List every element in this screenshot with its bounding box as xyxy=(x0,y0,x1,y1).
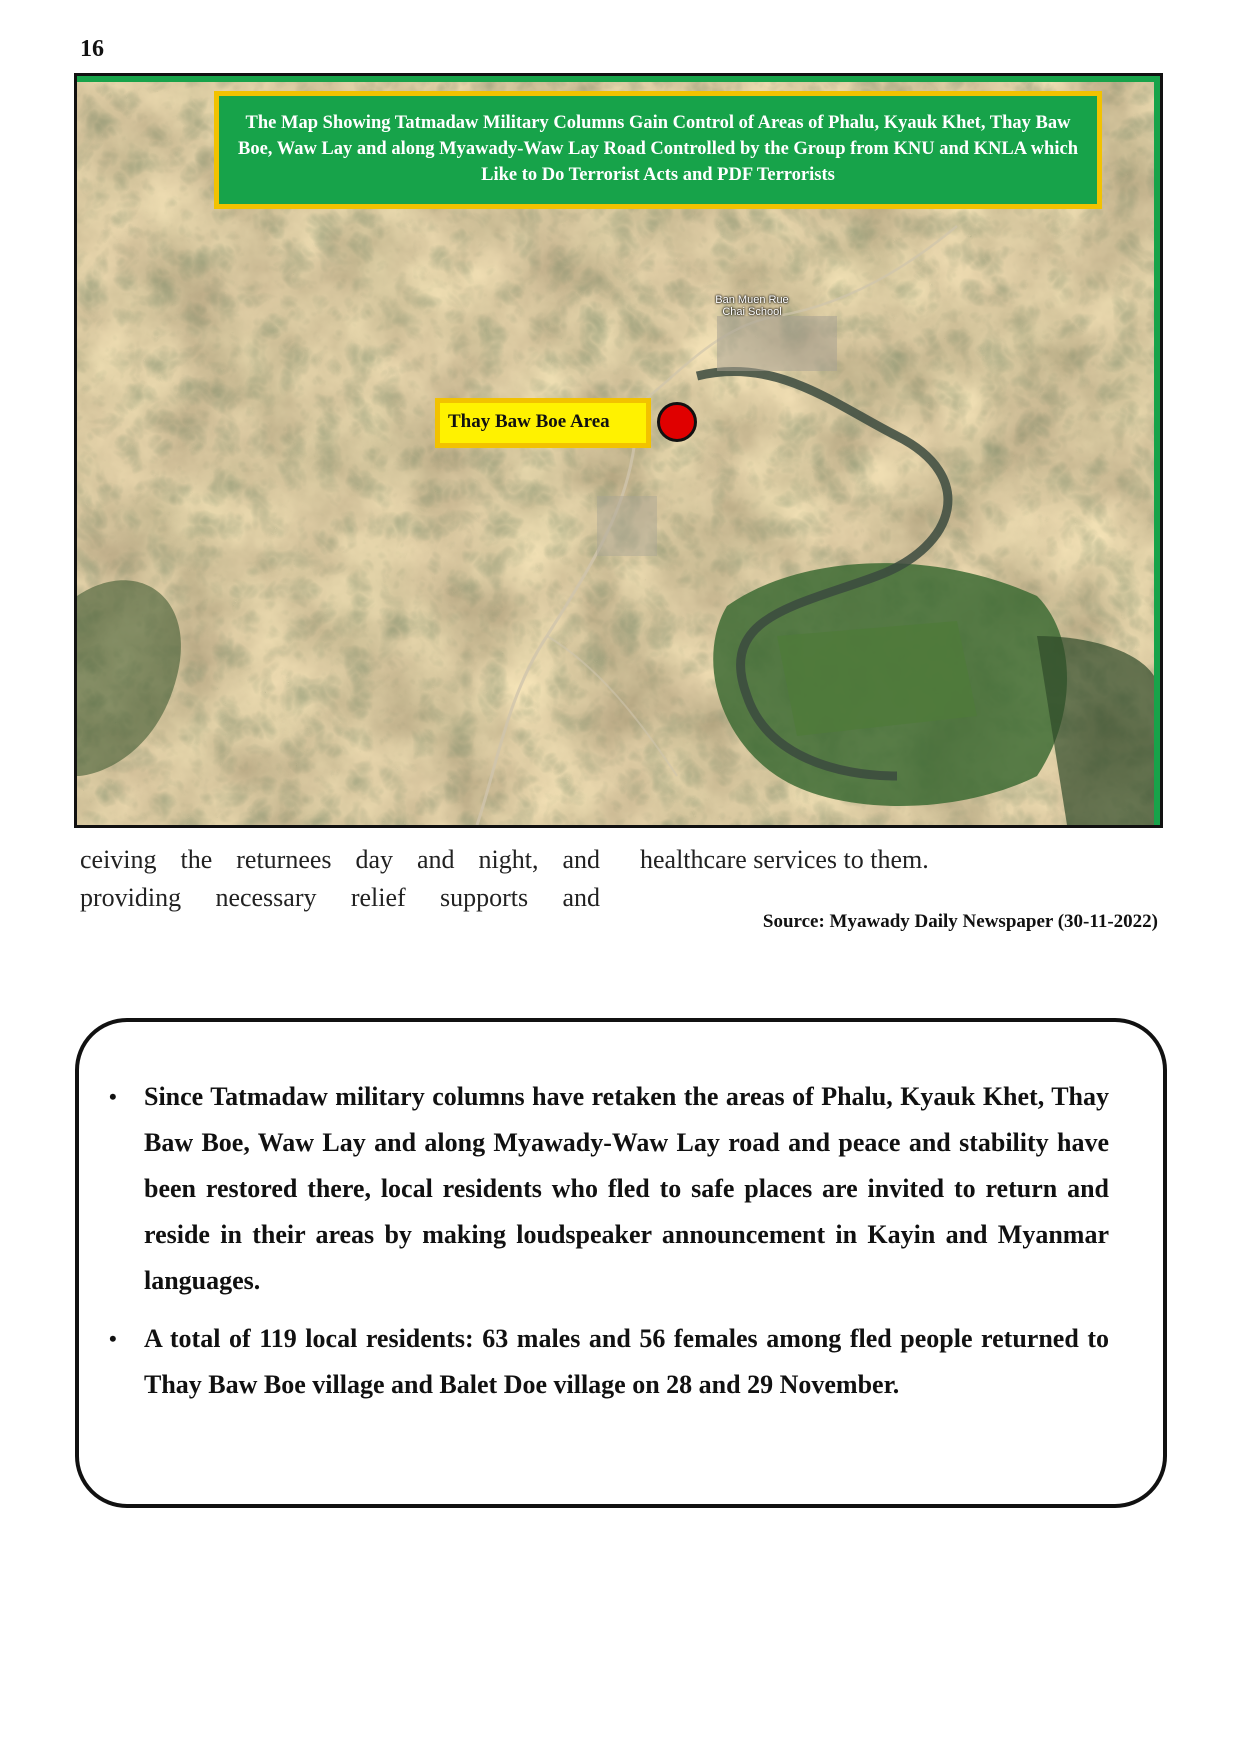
satellite-map xyxy=(74,73,1163,828)
map-place-label: Ban Muen Rue Chai School xyxy=(715,294,789,318)
list-item xyxy=(109,1074,1109,1304)
list-item xyxy=(109,1316,1109,1408)
bullet-icon: • xyxy=(109,1084,117,1109)
notice-item-text: Since Tatmadaw military columns have retaken the areas of Phalu, Kyauk Khet, Thay Baw Boe, Waw Lay and along Myawady-Waw Lay road and peace and stability have been restored there, local residents who fled to safe places are invited to return and reside in their areas by making loudspeaker announcement in Kayin and Myanmar languages. xyxy=(144,1082,1109,1295)
thay-baw-boe-area-label: Thay Baw Boe Area xyxy=(435,398,651,448)
notice-box xyxy=(75,1018,1167,1508)
location-marker-icon xyxy=(657,402,697,442)
notice-item-text: A total of 119 local residents: 63 males and 56 females among fled people returned to Thay Baw Boe village and Balet Doe village on 28 and 29 November. xyxy=(144,1324,1109,1399)
page-number: 16 xyxy=(80,36,104,62)
body-right-column: healthcare services to them. xyxy=(640,845,929,874)
body-left-column: ceiving the returnees day and night, and providing necessary relief supports and xyxy=(80,845,600,912)
bullet-icon: • xyxy=(109,1326,117,1351)
notice-list xyxy=(109,1074,1109,1420)
source-citation: Source: Myawady Daily Newspaper (30-11-2022) xyxy=(762,911,1158,932)
map-title: The Map Showing Tatmadaw Military Columns Gain Control of Areas of Phalu, Kyauk Khet, Thay Baw Boe, Waw Lay and along Myawady-Waw Lay Road Controlled by the Group from KNU and KNLA which Like to Do Terrorist Acts and PDF Terrorists xyxy=(214,91,1102,209)
